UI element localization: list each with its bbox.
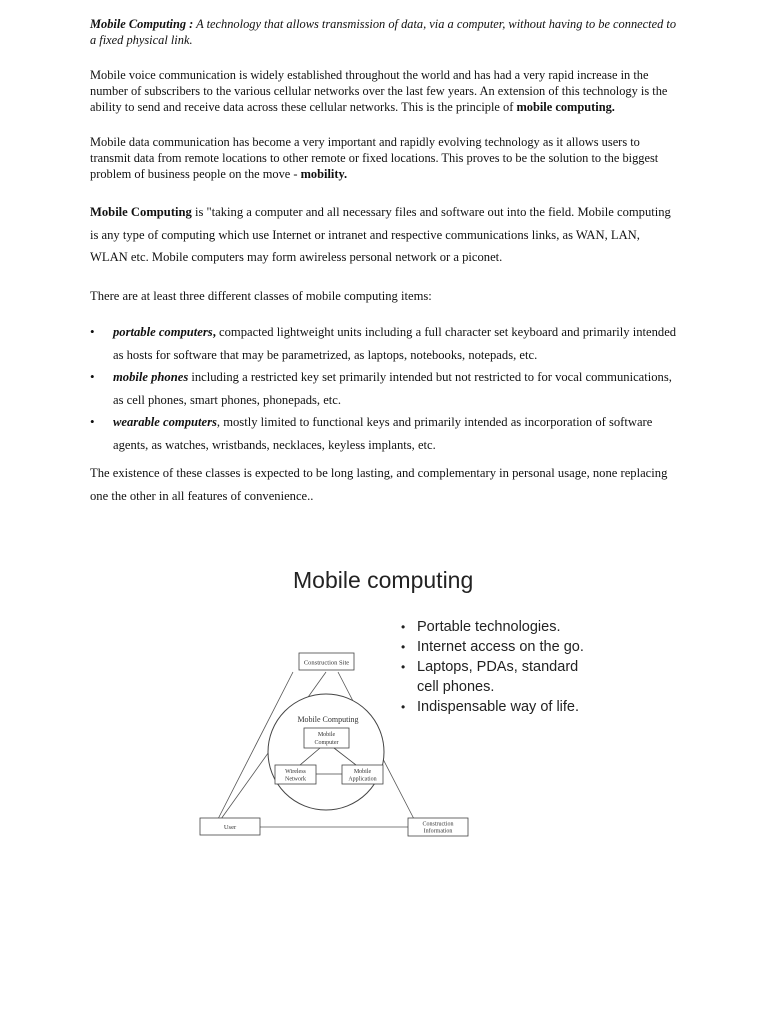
figure-bullet-list xyxy=(400,617,590,717)
paragraph-bold: mobility. xyxy=(300,167,348,181)
figure-bullet-item xyxy=(400,697,590,717)
mobile-computer-label-2: Computer xyxy=(314,740,339,746)
construction-site-label: Construction Site xyxy=(303,659,350,667)
mobile-computing-figure xyxy=(190,560,590,850)
paragraph-text: Mobile data communication has become a very important and rapidly evolving technology as it allows users to transmit data from remote locations to other remote or fixed locations. This proves to be the solution to the biggest problem of business people on the move - xyxy=(90,135,659,181)
list-item-text: compacted lightweight units including a full character set keyboard and primarily intended as hosts for software that may be parametrized, as laptops, notebooks, notepads, etc. xyxy=(113,325,677,362)
bullet-icon: • xyxy=(401,700,406,714)
list-item-text: including a restricted key set primarily intended but not restricted to for vocal communications, as cell phones, smart phones, phonepads, etc. xyxy=(113,370,672,407)
mobile-application-label-1: Mobile xyxy=(353,769,372,775)
paragraph-data-communication xyxy=(90,134,680,182)
definition-paragraph xyxy=(90,16,680,48)
wireless-network-label-2: Network xyxy=(285,776,306,783)
bullet-icon: • xyxy=(401,640,406,654)
paragraph-mobile-computing-definition xyxy=(90,201,680,269)
figure-bullet-text: Portable technologies. xyxy=(417,619,561,635)
figure-title: Mobile computing xyxy=(293,567,474,593)
paragraph-conclusion: The existence of these classes is expected to be long lasting, and complementary in personal usage, none replacing one the other in all features of convenience.. xyxy=(90,466,668,503)
paragraph-voice-communication xyxy=(90,67,680,115)
bullet-icon: • xyxy=(401,620,406,634)
definition-text: A technology that allows transmission of data, via a computer, without having to be connected to a fixed physical link. xyxy=(90,17,677,47)
bullet-icon: • xyxy=(90,369,95,384)
list-item-term: mobile phones xyxy=(113,370,189,384)
figure-bullet-item xyxy=(400,617,590,637)
wireless-network-label-1: Wireless xyxy=(285,769,306,775)
user-label: User xyxy=(223,824,237,831)
figure-bullet-item xyxy=(400,657,590,697)
paragraph-bold: mobile computing. xyxy=(516,100,615,114)
paragraph-bold: Mobile Computing xyxy=(90,205,192,219)
bullet-icon: • xyxy=(90,414,95,429)
definition-term: Mobile Computing : xyxy=(90,17,194,31)
paragraph-text: is "taking a computer and all necessary files and software out into the field. Mobile computing is any type of computing which use Internet or intranet and respective communications links, as WAN, LAN, WLAN etc. Mobile computers may form awireless personal network or a piconet. xyxy=(90,205,671,264)
list-item-text: mostly limited to functional keys and primarily intended as incorporation of software agents, as watches, wristbands, necklaces, keyless implants, etc. xyxy=(113,415,653,452)
paragraph-classes-intro: There are at least three different classes of mobile computing items: xyxy=(90,288,432,303)
bullet-icon: • xyxy=(401,660,406,674)
list-item-sep: , xyxy=(216,415,221,429)
construction-information-label-1: Construction xyxy=(422,821,454,828)
figure-bullet-text: Laptops, PDAs, standard cell phones. xyxy=(417,659,579,695)
construction-information-label-2: Information xyxy=(423,828,453,835)
document-page xyxy=(90,16,680,507)
list-item-sep: , xyxy=(212,325,216,339)
bullet-icon: • xyxy=(90,324,95,339)
figure-bullet-text: Internet access on the go. xyxy=(417,639,584,655)
figure-bullet-text: Indispensable way of life. xyxy=(417,699,580,715)
list-item xyxy=(90,411,680,456)
list-item-term: wearable computers xyxy=(113,415,217,429)
figure-bullet-item xyxy=(400,637,590,657)
mobile-computer-label-1: Mobile xyxy=(317,732,336,738)
classes-list xyxy=(90,321,680,456)
list-item xyxy=(90,366,680,411)
center-label: Mobile Computing xyxy=(297,715,359,724)
mobile-computing-circle xyxy=(268,694,384,810)
list-item-term: portable computers xyxy=(113,325,213,339)
list-item xyxy=(90,321,680,366)
mobile-application-label-2: Application xyxy=(348,776,377,783)
paragraph-text: Mobile voice communication is widely established throughout the world and has had a very rapid increase in the number of subscribers to the various cellular networks over the last few years. An extension of this technology is the ability to send and receive data across these cellular networks. This is the principle of xyxy=(90,68,668,114)
